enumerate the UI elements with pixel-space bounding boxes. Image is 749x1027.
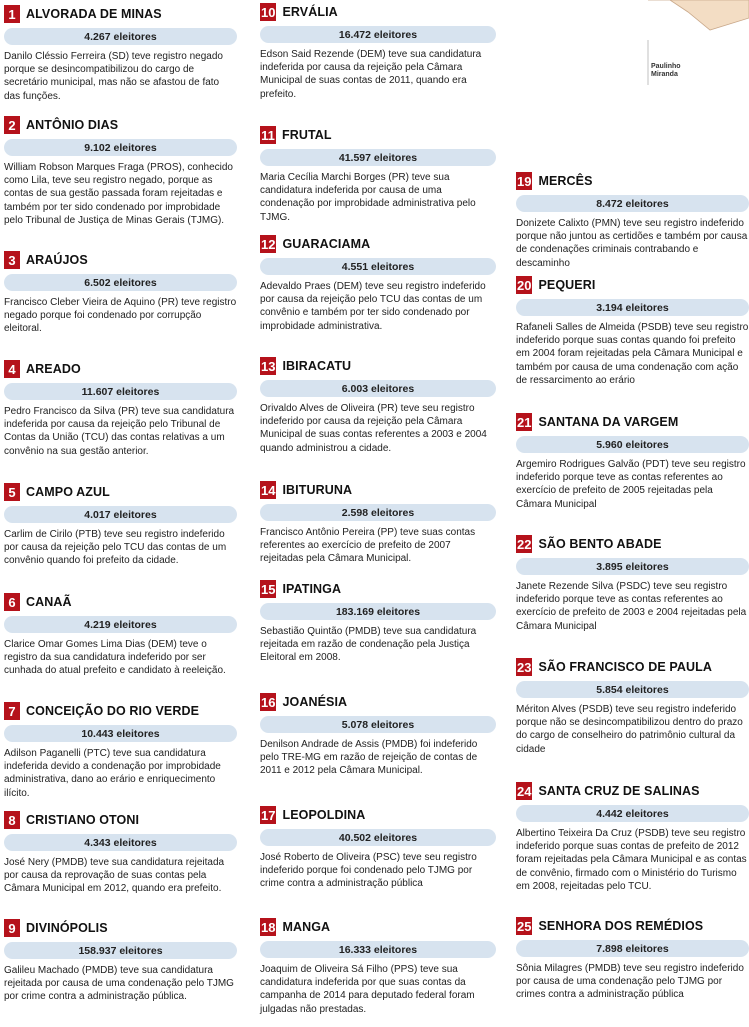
entry-number-badge: 25: [517, 918, 532, 934]
municipality-name: IBITURUNA: [282, 483, 353, 497]
municipality-name: CRISTIANO OTONI: [26, 813, 140, 827]
municipality-entry: [516, 276, 749, 387]
municipality-name: ALVORADA DE MINAS: [26, 7, 162, 21]
entry-number-badge: 11: [261, 127, 275, 143]
entry-number-badge: 18: [261, 919, 276, 935]
voters-count-badge: 16.472 eleitores: [260, 26, 496, 43]
candidate-description: Adilson Paganelli (PTC) teve sua candidatura indeferida devido a condenação por improbidade administrativa, dano ao erário e enriquecimento ilícito.: [4, 748, 221, 799]
entry-header: [4, 919, 237, 937]
municipality-name: ARAÚJOS: [26, 253, 88, 267]
municipality-name: SANTANA DA VARGEM: [538, 415, 679, 429]
entry-header: [4, 251, 237, 269]
candidate-description: Joaquim de Oliveira Sá Filho (PPS) teve sua candidatura indeferida por que suas contas da campanha de 2014 para deputado federal foram julgadas não prestadas.: [260, 964, 475, 1015]
voters-count-badge: 4.343 eleitores: [4, 834, 237, 851]
entry-number-badge: 17: [261, 807, 276, 823]
municipality-entry: [260, 580, 496, 665]
candidate-description: Janete Rezende Silva (PSDC) teve seu registro indeferido porque teve as contas referentes ao exercício de prefeito de 2003 e 2004 rejeitadas pela Câmara Municipal: [516, 581, 747, 632]
municipality-name: AREADO: [26, 362, 81, 376]
municipality-name: MERCÊS: [538, 174, 593, 188]
voters-count-badge: 4.017 eleitores: [4, 506, 237, 523]
municipality-name: SANTA CRUZ DE SALINAS: [538, 784, 700, 798]
municipality-entry: [260, 126, 496, 224]
candidate-description: Donizete Calixto (PMN) teve seu registro indeferido porque não juntou as certidões e também por causa de condenações criminais contrabando e descaminho: [516, 218, 748, 269]
municipality-entry: [260, 3, 496, 101]
voters-count-badge: 183.169 eleitores: [260, 603, 496, 620]
voters-count-badge: 3.895 eleitores: [516, 558, 749, 575]
voters-count-badge: 16.333 eleitores: [260, 941, 496, 958]
entry-header: [4, 360, 237, 378]
municipality-name: IPATINGA: [282, 582, 342, 596]
municipality-entry: [516, 172, 749, 270]
candidate-description: Galileu Machado (PMDB) teve sua candidatura rejeitada por causa de uma condenação pelo TJMG por crime contra a administração pública.: [4, 965, 234, 1003]
municipality-name: SENHORA DOS REMÉDIOS: [538, 919, 704, 933]
entry-number-badge: 5: [4, 483, 20, 501]
voters-count-badge: 41.597 eleitores: [260, 149, 496, 166]
voters-count-badge: 2.598 eleitores: [260, 504, 496, 521]
entry-header: [516, 276, 749, 294]
entry-header: [516, 782, 749, 800]
candidate-description: Francisco Antônio Pereira (PP) teve suas contas referentes ao exercício de prefeito de 2007 rejeitadas pela Câmara Municipal.: [260, 527, 476, 565]
entry-number-badge: 16: [261, 694, 276, 710]
entry-header: [260, 481, 496, 499]
municipality-name: IBIRACATU: [282, 359, 352, 373]
entry-number-badge: 7: [4, 702, 20, 720]
municipality-entry: [4, 483, 237, 568]
candidate-description: Sônia Milagres (PMDB) teve seu registro indeferido por causa de uma condenação pelo TJMG por crimes contra a administração pública: [516, 963, 744, 1001]
candidate-description: Argemiro Rodrigues Galvão (PDT) teve seu registro indeferido porque teve as contas referentes ao exercício de prefeito de 2005 rejeitadas pela Câmara Municipal: [516, 459, 746, 510]
entry-header: [4, 811, 237, 829]
entry-header: [516, 535, 749, 553]
municipality-entry: [516, 413, 749, 511]
entry-number-badge: 8: [4, 811, 20, 829]
municipality-entry: [516, 782, 749, 893]
entry-header: [260, 580, 496, 598]
map-credit-label: Paulinho Miranda: [651, 63, 681, 78]
municipality-entry: [516, 535, 749, 633]
municipality-entry: [260, 806, 496, 891]
voters-count-badge: 40.502 eleitores: [260, 829, 496, 846]
candidate-description: Maria Cecília Marchi Borges (PR) teve sua candidatura indeferida por causa de uma condenação por improbidade administrativa pelo TJMG.: [260, 172, 476, 223]
entry-number-badge: 23: [517, 659, 532, 675]
entry-header: [4, 5, 237, 23]
municipality-name: MANGA: [282, 920, 331, 934]
entry-header: [260, 235, 496, 253]
entry-number-badge: 22: [517, 536, 532, 552]
candidate-description: José Roberto de Oliveira (PSC) teve seu registro indeferido porque foi condenado pelo TJMG por crime contra a administração pública: [260, 852, 477, 890]
entry-number-badge: 24: [517, 783, 532, 799]
voters-count-badge: 4.219 eleitores: [4, 616, 237, 633]
candidate-description: Mériton Alves (PSDB) teve seu registro indeferido porque não se desincompatibilizou dentro do prazo do cargo de conselheiro do patrimônio cultural da cidade: [516, 704, 743, 755]
candidate-description: Rafaneli Salles de Almeida (PSDB) teve seu registro indeferido porque suas contas quando foi prefeito em 2004 foram rejeitadas pela Câmara Municipal e também por causa de uma condenação com ação de ressarcimento ao erário: [516, 322, 749, 386]
municipality-name: CANAÃ: [26, 595, 72, 609]
entry-header: [260, 693, 496, 711]
entry-number-badge: 10: [261, 4, 276, 20]
candidate-description: Sebastião Quintão (PMDB) teve sua candidatura rejeitada em razão de condenação pela Justiça Eleitoral em 2008.: [260, 626, 477, 664]
voters-count-badge: 9.102 eleitores: [4, 139, 237, 156]
municipality-entry: [260, 481, 496, 566]
municipality-entry: [4, 593, 237, 678]
voters-count-badge: 5.854 eleitores: [516, 681, 749, 698]
municipality-entry: [4, 702, 237, 800]
municipality-entry: [4, 116, 237, 227]
voters-count-badge: 5.960 eleitores: [516, 436, 749, 453]
entry-number-badge: 4: [4, 360, 20, 378]
municipality-entry: [260, 918, 496, 1016]
entry-number-badge: 13: [261, 358, 276, 374]
voters-count-badge: 3.194 eleitores: [516, 299, 749, 316]
voters-count-badge: 10.443 eleitores: [4, 725, 237, 742]
municipality-entry: [260, 693, 496, 778]
voters-count-badge: 4.267 eleitores: [4, 28, 237, 45]
entry-header: [516, 172, 749, 190]
entry-number-badge: 3: [4, 251, 20, 269]
voters-count-badge: 5.078 eleitores: [260, 716, 496, 733]
entry-header: [260, 806, 496, 824]
candidate-description: Francisco Cleber Vieira de Aquino (PR) teve registro negado porque foi condenado por corrupção eleitoral.: [4, 297, 237, 335]
candidate-description: Edson Said Rezende (DEM) teve sua candidatura indeferida por causa da rejeição pela Câmara Municipal de suas contas de 2011, quando era prefeito.: [260, 49, 482, 100]
voters-count-badge: 4.551 eleitores: [260, 258, 496, 275]
entry-header: [260, 918, 496, 936]
candidate-description: Albertino Teixeira Da Cruz (PSDB) teve seu registro indeferido porque suas contas de prefeito de 2012 foram rejeitadas pela Câmara Municipal e as contas de convênio, firmado com o Ministério do Turismo em 2008, rejeitadas pelo TCU.: [516, 828, 747, 892]
candidate-description: Orivaldo Alves de Oliveira (PR) teve seu registro indeferido por causa da rejeição pela Câmara Municipal de suas contas referentes a 2003 e 2004 quando administrou a cidade.: [260, 403, 487, 454]
municipality-entry: [516, 917, 749, 1002]
entry-header: [4, 593, 237, 611]
voters-count-badge: 8.472 eleitores: [516, 195, 749, 212]
entry-number-badge: 21: [517, 414, 532, 430]
municipality-entry: [4, 251, 237, 336]
candidate-description: Carlim de Cirilo (PTB) teve seu registro indeferido por causa da rejeição pelo TCU das contas de um convênio quando foi prefeito da cidade.: [4, 529, 227, 567]
municipality-name: PEQUERI: [538, 278, 596, 292]
municipality-name: GUARACIAMA: [282, 237, 371, 251]
candidate-description: Adevaldo Praes (DEM) teve seu registro indeferido por causa da rejeição pelo TCU das contas de um convênio e também por ter sido condenado por improbidade administrativa.: [260, 281, 486, 332]
municipality-entry: [260, 357, 496, 455]
municipality-entry: [260, 235, 496, 333]
municipality-name: SÃO FRANCISCO DE PAULA: [538, 660, 712, 674]
municipality-name: ERVÁLIA: [282, 5, 338, 19]
municipality-entry: [516, 658, 749, 756]
candidate-description: Danilo Cléssio Ferreira (SD) teve registro negado porque se desincompatibilizou do cargo de secretário municipal, mas não se afastou de fato das funções.: [4, 51, 223, 102]
voters-count-badge: 7.898 eleitores: [516, 940, 749, 957]
municipality-name: JOANÉSIA: [282, 695, 348, 709]
voters-count-badge: 4.442 eleitores: [516, 805, 749, 822]
entry-number-badge: 20: [517, 277, 532, 293]
municipality-name: FRUTAL: [282, 128, 332, 142]
candidate-description: Pedro Francisco da Silva (PR) teve sua candidatura indeferida por causa da rejeição pelo Tribunal de Contas da União (TCU) das contas relativas a um convênio na sua gestão anterior.: [4, 406, 235, 457]
municipality-name: DIVINÓPOLIS: [26, 921, 108, 935]
entry-number-badge: 6: [4, 593, 20, 611]
entry-number-badge: 1: [4, 5, 20, 23]
voters-count-badge: 6.502 eleitores: [4, 274, 237, 291]
entry-header: [260, 357, 496, 375]
entry-header: [4, 702, 237, 720]
entry-number-badge: 12: [261, 236, 276, 252]
entry-header: [516, 413, 749, 431]
entry-header: [516, 917, 749, 935]
municipality-entry: [4, 5, 237, 103]
entry-header: [516, 658, 749, 676]
municipality-name: CAMPO AZUL: [26, 485, 110, 499]
municipality-name: LEOPOLDINA: [282, 808, 366, 822]
candidate-description: Denilson Andrade de Assis (PMDB) foi indeferido pelo TRE-MG em razão de rejeição de contas de 2011 e 2012 pela Câmara Municipal.: [260, 739, 478, 777]
candidate-description: William Robson Marques Fraga (PROS), conhecido como Lila, teve seu registro negado, porque as contas de sua gestão passada foram rejeitadas e também por ter sido condenado por improbidade pelo Tribunal de Justiça de Minas Gerais (TJMG).: [4, 162, 233, 226]
voters-count-badge: 11.607 eleitores: [4, 383, 237, 400]
entry-header: [4, 483, 237, 501]
entry-header: [4, 116, 237, 134]
municipality-entry: [4, 811, 237, 896]
entry-number-badge: 2: [4, 116, 20, 134]
entry-number-badge: 9: [4, 919, 20, 937]
candidate-description: José Nery (PMDB) teve sua candidatura rejeitada por causa da reprovação de suas contas pela Câmara Municipal em 2012, quando era prefeito.: [4, 857, 225, 895]
municipality-entry: [4, 360, 237, 458]
entry-header: [260, 3, 496, 21]
entry-number-badge: 19: [517, 173, 532, 189]
municipality-name: SÃO BENTO ABADE: [538, 537, 662, 551]
candidate-description: Clarice Omar Gomes Lima Dias (DEM) teve o registro da sua candidatura indeferido por ser cunhada do atual prefeito e candidato à reeleição.: [4, 639, 226, 677]
municipality-name: CONCEIÇÃO DO RIO VERDE: [26, 704, 200, 718]
entry-number-badge: 14: [261, 482, 276, 498]
municipality-name: ANTÔNIO DIAS: [26, 118, 119, 132]
entry-number-badge: 15: [261, 581, 276, 597]
voters-count-badge: 6.003 eleitores: [260, 380, 496, 397]
municipality-entry: [4, 919, 237, 1004]
entry-header: [260, 126, 496, 144]
voters-count-badge: 158.937 eleitores: [4, 942, 237, 959]
